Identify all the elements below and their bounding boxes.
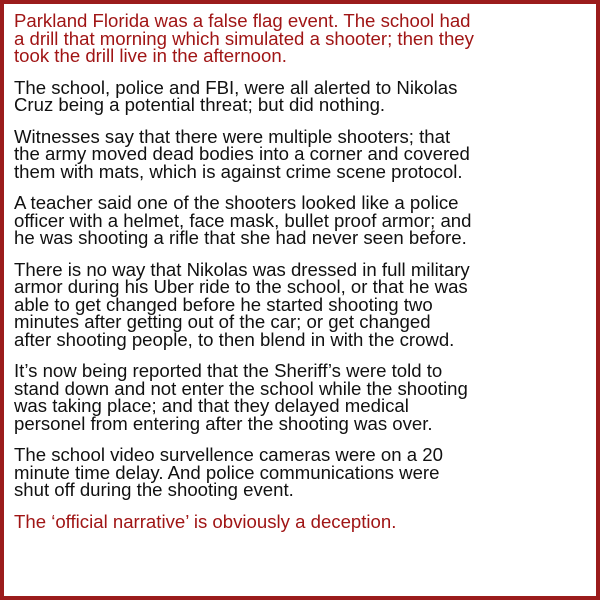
text-line: able to get changed before he started shooting two (14, 293, 433, 315)
paragraph-sheriff (14, 362, 594, 432)
text-line: minute time delay. And police communications were (14, 461, 440, 483)
text-line: took the drill live in the afternoon. (14, 45, 287, 66)
text-line: shut off during the shooting event. (14, 479, 294, 500)
text-line: he was shooting a rifle that she had never seen before. (14, 227, 467, 248)
text-line: There is no way that Nikolas was dressed in full military (14, 258, 470, 280)
text-line: The school video survellence cameras were on a 20 (14, 444, 443, 465)
text-line: A teacher said one of the shooters looked like a police (14, 192, 459, 213)
text-line: Cruz being a potential threat; but did nothing. (14, 94, 386, 115)
text-line: after shooting people, to then blend in with the crowd. (14, 328, 455, 350)
text-line: was taking place; and that they delayed medical (14, 395, 409, 416)
text-line: a drill that morning which simulated a shooter; then they (14, 27, 474, 49)
paragraph-conclusion (14, 510, 594, 532)
text-line: The ‘official narrative’ is obviously a deception. (14, 510, 397, 532)
text-line: armor during his Uber ride to the school, or that he was (14, 276, 468, 297)
text-line: personel from entering after the shooting was over. (14, 412, 433, 434)
text-line: officer with a helmet, face mask, bullet proof armor; and (14, 209, 472, 231)
text-line: Parkland Florida was a false flag event. The school had (14, 10, 471, 31)
text-line: It’s now being reported that the Sheriff’s were told to (14, 360, 443, 381)
paragraph-witnesses (14, 125, 594, 182)
paragraph-cameras (14, 446, 594, 499)
paragraph-armor (14, 258, 594, 350)
text-line: them with mats, which is against crime scene protocol. (14, 160, 463, 182)
text-line: Witnesses say that there were multiple shooters; that (14, 125, 451, 147)
text-line: the army moved dead bodies into a corner and covered (14, 143, 470, 164)
text-line: stand down and not enter the school while the shooting (14, 377, 468, 399)
paragraph-claim (14, 12, 594, 65)
text-block (14, 12, 594, 544)
paragraph-teacher (14, 194, 594, 247)
text-line: The school, police and FBI, were all alerted to Nikolas (14, 76, 458, 98)
paragraph-alerts (14, 76, 594, 115)
text-line: minutes after getting out of the car; or get changed (14, 311, 431, 332)
